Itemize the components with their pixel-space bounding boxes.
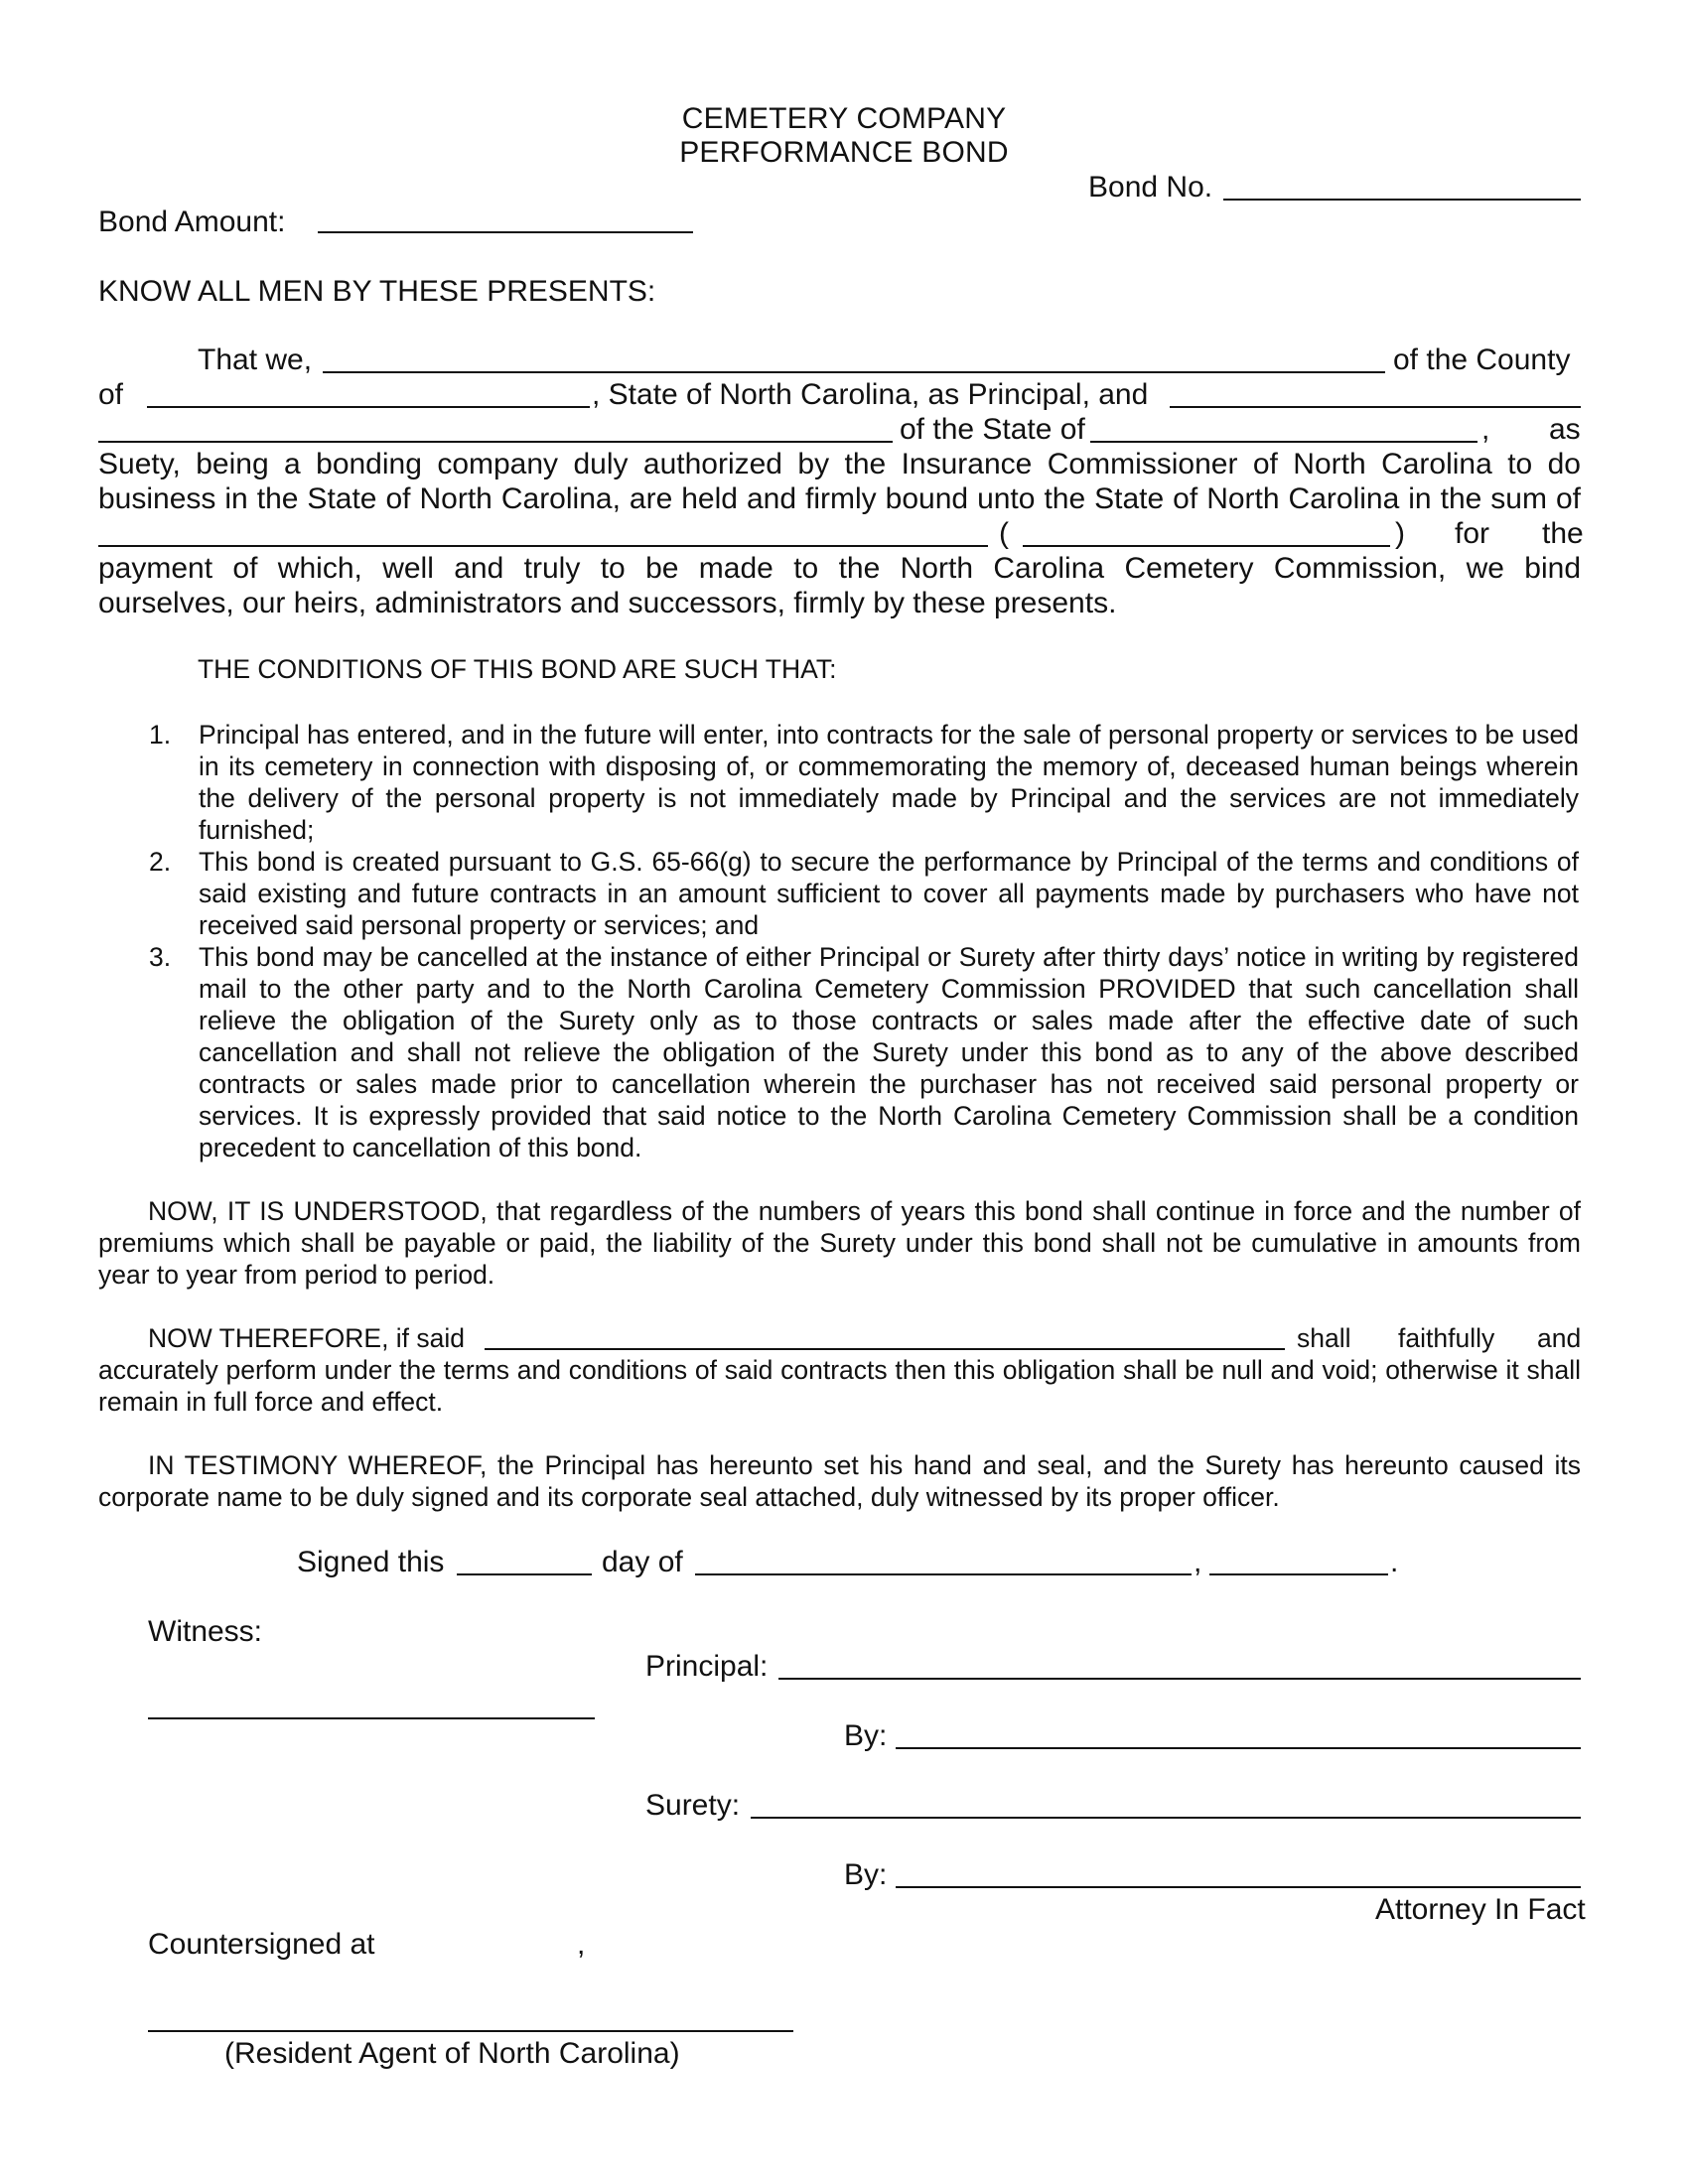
document-title-line2: PERFORMANCE BOND [679,136,1009,169]
bond-amount-label: Bond Amount: [98,205,286,238]
close-paren: ) [1395,517,1405,550]
condition-number: 1. [149,720,172,750]
condition-number: 3. [149,942,172,972]
for-text: for [1455,517,1490,550]
ourselves-text: ourselves, our heirs, administrators and successors, firmly by these presents. [98,587,1117,619]
principal-by-field[interactable] [896,1747,1581,1749]
surety-authorization-text: Suety, being a bonding company duly authorized by the Insurance Commissioner of North Carolina to do [98,448,1581,480]
of-the-state-of-label: of the State of [900,413,1085,446]
surety-signature-field[interactable] [751,1817,1581,1819]
comma-text: , [1481,413,1490,446]
date-comma: , [1194,1546,1202,1578]
the-text: the [1542,517,1584,550]
countersigned-label: Countersigned at [148,1928,375,1961]
understood-paragraph: NOW, IT IS UNDERSTOOD, that regardless of the numbers of years this bond shall continue in force and the number of premiums which shall be payable or paid, the liability of the Surety under this bond shall not be cumulative in amounts from year to year from period to period. [98,1196,1581,1290]
county-field[interactable] [147,406,590,408]
bond-no-field[interactable] [1223,199,1581,201]
day-of-label: day of [602,1546,683,1578]
principal-name-field[interactable] [323,371,1385,373]
know-all-heading: KNOW ALL MEN BY THESE PRESENTS: [98,275,656,308]
testimony-paragraph: IN TESTIMONY WHEREOF, the Principal has hereunto set his hand and seal, and the Surety has hereunto caused its corporate name to be duly signed and its corporate seal attached, duly witnessed by its proper officer. [98,1450,1581,1512]
sum-figures-field[interactable] [1023,545,1390,547]
surety-label: Surety: [645,1789,741,1822]
witness-label: Witness: [148,1615,263,1648]
attorney-in-fact-label: Attorney In Fact [1375,1893,1586,1926]
condition-number: 2. [149,847,172,877]
therefore-lead: NOW THEREFORE, if said [148,1323,466,1353]
principal-by-label: By: [844,1719,888,1752]
surety-name-field[interactable] [1170,406,1581,408]
signed-year-field[interactable] [1209,1573,1388,1575]
bound-unto-text: business in the State of North Carolina, are held and firmly bound unto the State of North Carolina in the sum of [98,482,1581,515]
state-principal-text: , State of North Carolina, as Principal, and [592,378,1149,411]
bond-no-label: Bond No. [1088,171,1213,204]
witness-signature-field[interactable] [148,1717,595,1719]
bond-amount-field[interactable] [318,231,693,233]
surety-by-label: By: [844,1858,888,1891]
faithfully-text: faithfully [1398,1323,1495,1353]
therefore-name-field[interactable] [485,1348,1285,1350]
that-we-label: That we, [198,343,313,376]
condition-item [139,846,1579,941]
principal-signature-field[interactable] [778,1678,1581,1680]
countersigned-comma: , [577,1928,586,1961]
as-text: as [1549,413,1581,446]
payment-text: payment of which, well and truly to be made to the North Carolina Cemetery Commission, we bind [98,552,1581,585]
resident-agent-signature-field[interactable] [148,2030,793,2032]
signed-this-label: Signed this [297,1546,445,1578]
condition-text: This bond may be cancelled at the instance of either Principal or Surety after thirty days’ notice in writing by registered mail to the other party and to the North Carolina Cemetery Commission PROVIDED that such cancellation shall relieve the obligation of the Surety only as to those contracts or sales made after the effective date of such cancellation and shall not relieve the obligation of the Surety under this bond as to any of the above described contracts or sales made prior to cancellation wherein the purchaser has not received said personal property or services. It is expressly provided that said notice to the North Carolina Cemetery Commission shall be a condition precedent to cancellation of this bond. [199,942,1579,1162]
date-period: . [1390,1546,1399,1578]
sum-words-field[interactable] [98,545,988,547]
condition-item [139,719,1579,846]
condition-text: This bond is created pursuant to G.S. 65-66(g) to secure the performance by Principal of the terms and conditions of said existing and future contracts in an amount sufficient to cover all payments made by purchasers who have not received said personal property or services; and [199,847,1579,940]
shall-text: shall [1297,1323,1351,1353]
document-title-line1: CEMETERY COMPANY [681,102,1007,135]
condition-item [139,941,1579,1163]
surety-name-field-cont[interactable] [98,441,893,443]
open-paren: ( [999,517,1009,550]
of-the-county-label: of the County [1393,343,1571,376]
signed-month-field[interactable] [695,1573,1192,1575]
surety-state-field[interactable] [1090,441,1477,443]
condition-text: Principal has entered, and in the future will enter, into contracts for the sale of personal property or services to be used in its cemetery in connection with disposing of, or commemorating the memory of, deceased human beings wherein the delivery of the personal property is not immediately made by Principal and the services are not immediately furnished; [199,720,1579,845]
conditions-heading: THE CONDITIONS OF THIS BOND ARE SUCH THAT: [198,654,837,684]
of-label: of [98,378,124,411]
principal-label: Principal: [645,1650,769,1683]
resident-agent-label: (Resident Agent of North Carolina) [224,2037,680,2070]
and-text: and [1537,1323,1582,1353]
therefore-rest: accurately perform under the terms and conditions of said contracts then this obligation shall be null and void; otherwise it shall remain in full force and effect. [98,1355,1581,1417]
surety-by-field[interactable] [896,1886,1581,1888]
signed-day-field[interactable] [457,1573,592,1575]
